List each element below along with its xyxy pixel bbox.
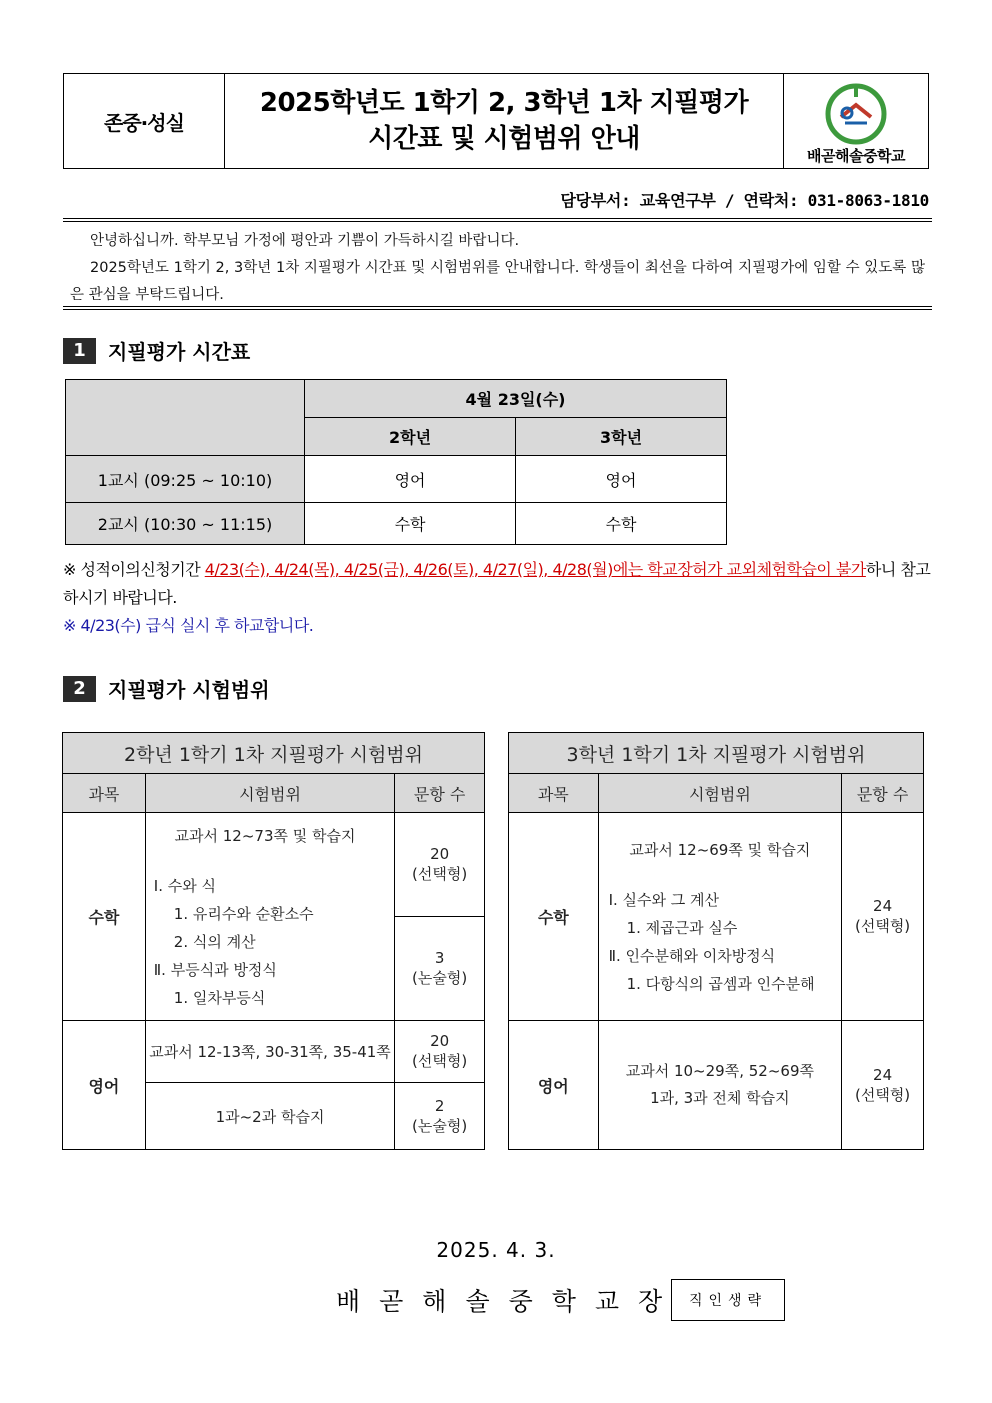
question-type: (선택형)	[412, 1052, 468, 1070]
table-caption: 2학년 1학기 1차 지필평가 시험범위	[63, 733, 485, 774]
schedule-table	[65, 379, 727, 545]
column-header: 문항 수	[842, 774, 924, 813]
subject-cell: 수학	[63, 813, 146, 1021]
column-header: 시험범위	[598, 774, 842, 813]
subject-cell: 영어	[63, 1021, 146, 1150]
school-emblem-icon	[823, 83, 889, 145]
document-date: 2025. 4. 3.	[436, 1238, 556, 1262]
intro-paragraph: 2025학년도 1학기 2, 3학년 1차 지필평가 시간표 및 시험범위를 안내합니다. 학생들이 최선을 다하여 지필평가에 임할 수 있도록 많은 관심을 부탁드립니다.	[70, 260, 925, 303]
intro-paragraph: 안녕하십니까. 학부모님 가정에 평안과 기쁨이 가득하시길 바랍니다.	[90, 233, 520, 249]
school-motto: 존중·성실	[64, 74, 225, 168]
question-type: (선택형)	[412, 865, 468, 883]
count-cell	[842, 1021, 924, 1150]
subject-cell: 영어	[509, 1021, 599, 1150]
schedule-date: 4월 23일(수)	[305, 380, 727, 418]
seal-omitted-box: 직인생략	[671, 1279, 785, 1321]
count-cell	[395, 813, 485, 917]
range-line: 교과서 12~73쪽 및 학습지	[174, 826, 356, 845]
grade-header: 3학년	[516, 418, 727, 456]
note-highlight: 4/23(수), 4/24(목), 4/25(금), 4/26(토), 4/27(일), 4/28(월)에는 학교장허가 교외체험학습이 불가	[204, 560, 866, 579]
note-mark: ※	[63, 560, 76, 579]
question-count: 3	[434, 949, 445, 967]
range-line: Ⅰ. 수와 식	[153, 876, 216, 895]
column-header: 과목	[63, 774, 146, 813]
range-line: 1. 제곱근과 실수	[626, 918, 738, 937]
question-count: 24	[873, 897, 893, 915]
range-cell: 교과서 12-13쪽, 30-31쪽, 35-41쪽	[145, 1021, 394, 1083]
divider	[63, 218, 932, 222]
title-line-2: 시간표 및 시험범위 안내	[368, 124, 640, 154]
range-line: 1. 유리수와 순환소수	[173, 904, 314, 923]
range-line: 1. 다항식의 곱셈과 인수분해	[626, 974, 815, 993]
count-cell	[395, 1083, 485, 1150]
range-line: 1과, 3과 전체 학습지	[650, 1089, 790, 1107]
table-row	[66, 503, 727, 545]
count-cell	[395, 917, 485, 1021]
grade3-range-table	[508, 732, 924, 1150]
grade-header: 2학년	[305, 418, 516, 456]
document-header	[63, 73, 929, 169]
question-type: (논술형)	[412, 969, 468, 987]
note-mark: ※	[63, 616, 76, 635]
section-number: 1	[63, 338, 96, 364]
section-number: 2	[63, 676, 96, 702]
school-name: 배곧해솔중학교	[807, 147, 905, 165]
section-title: 지필평가 시간표	[108, 340, 251, 364]
grade2-subject: 수학	[305, 503, 516, 545]
question-count: 20	[430, 845, 450, 863]
range-cell: 1과~2과 학습지	[145, 1083, 394, 1150]
grade3-subject: 영어	[516, 456, 727, 503]
notes	[63, 556, 933, 640]
range-line: Ⅰ. 실수와 그 계산	[608, 890, 720, 909]
note-text: 하니 참고하시기 바랍니다.	[63, 560, 931, 607]
column-header: 시험범위	[145, 774, 394, 813]
range-line: Ⅱ. 부등식과 방정식	[153, 960, 277, 979]
question-type: (선택형)	[854, 1085, 911, 1104]
title-line-1: 2025학년도 1학기 2, 3학년 1차 지필평가	[259, 88, 749, 118]
note-item	[63, 556, 933, 612]
period-label: 1교시 (09:25 ~ 10:10)	[66, 456, 305, 503]
column-header: 과목	[509, 774, 599, 813]
range-cell	[598, 813, 842, 1021]
note-item	[63, 612, 933, 640]
document-title	[225, 74, 784, 168]
grade3-subject: 수학	[516, 503, 727, 545]
section-heading	[63, 674, 270, 703]
range-cell	[145, 813, 394, 1021]
note-text: 성적이의신청기간	[80, 560, 205, 579]
column-header: 문항 수	[395, 774, 485, 813]
range-line: 교과서 10~29쪽, 52~69쪽	[625, 1062, 814, 1080]
question-count: 2	[434, 1096, 445, 1115]
grade2-range-table	[62, 732, 485, 1150]
question-count: 24	[873, 1065, 893, 1084]
table-caption: 3학년 1학기 1차 지필평가 시험범위	[509, 733, 924, 774]
range-line: 2. 식의 계산	[173, 932, 256, 951]
period-label: 2교시 (10:30 ~ 11:15)	[66, 503, 305, 545]
subject-cell: 수학	[509, 813, 599, 1021]
schedule-corner-cell	[66, 380, 305, 456]
divider	[63, 306, 932, 310]
question-type: (선택형)	[854, 917, 911, 935]
section-heading	[63, 336, 250, 365]
table-row	[66, 456, 727, 503]
note-text: 4/23(수) 급식 실시 후 하교합니다.	[80, 616, 314, 635]
question-count: 20	[430, 1032, 450, 1050]
department-contact: 담당부서: 교육연구부 / 연락처: 031-8063-1810	[560, 191, 929, 210]
range-cell	[598, 1021, 842, 1150]
count-cell	[395, 1021, 485, 1083]
question-type: (논술형)	[412, 1116, 468, 1135]
range-line: 1. 일차부등식	[173, 988, 266, 1007]
range-line: 교과서 12~69쪽 및 학습지	[629, 840, 811, 859]
intro-text	[70, 228, 925, 309]
count-cell	[842, 813, 924, 1021]
range-line: Ⅱ. 인수분해와 이차방정식	[608, 946, 776, 965]
school-logo-box	[784, 74, 928, 168]
grade2-subject: 영어	[305, 456, 516, 503]
principal-signature: 배곧해솔중학교장	[336, 1287, 682, 1316]
section-title: 지필평가 시험범위	[108, 678, 270, 702]
